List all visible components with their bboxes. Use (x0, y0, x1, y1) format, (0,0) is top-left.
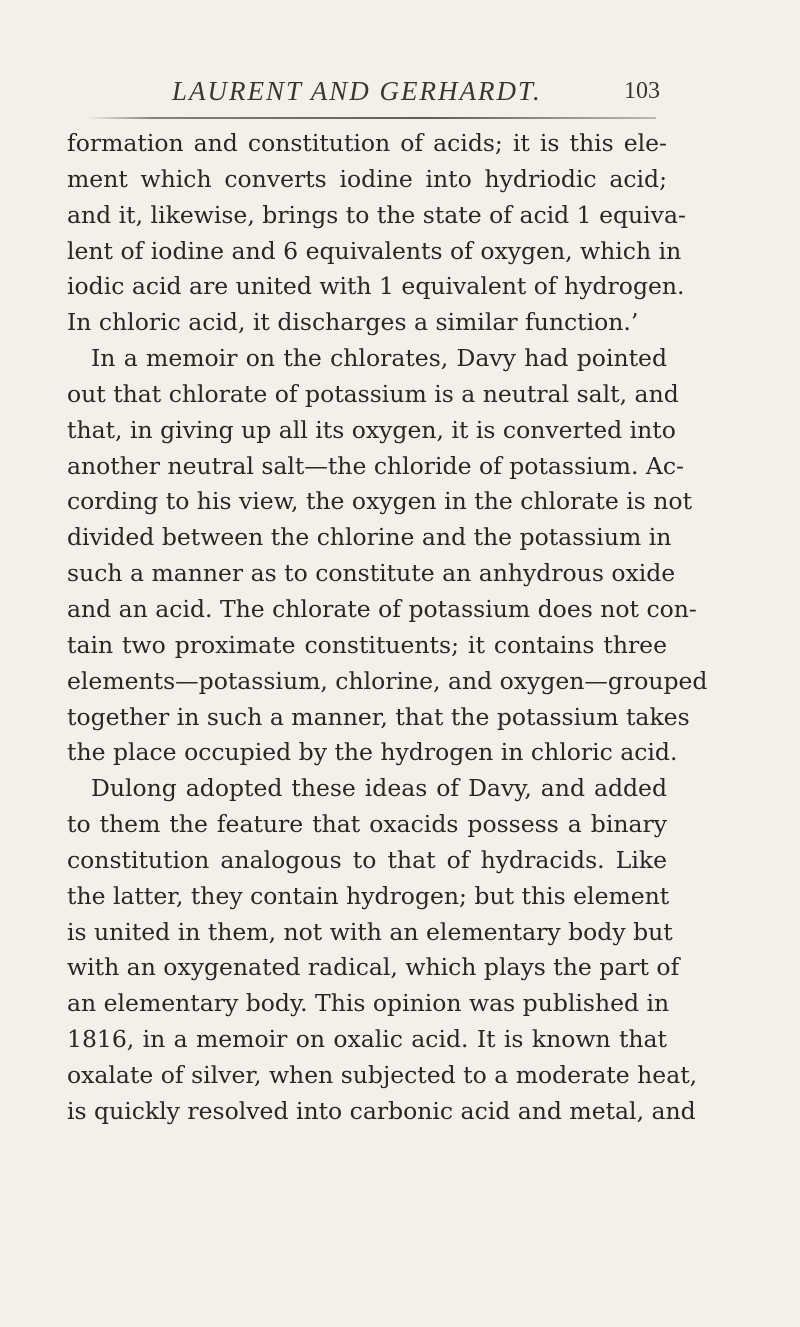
body-text (67, 126, 708, 1130)
text-line: constitution analogous to that of hydracids. Like (67, 845, 667, 874)
text-line: cording to his view, the oxygen in the chlorate is not (67, 487, 693, 516)
text-line: the place occupied by the hydrogen in chloric acid. (67, 738, 678, 767)
text-line: tain two proximate constituents; it contains three (67, 630, 667, 659)
text-line: formation and constitution of acids; it is this ele- (67, 129, 667, 157)
text-line: that, in giving up all its oxygen, it is converted into (67, 415, 676, 444)
text-line: with an oxygenated radical, which plays the part of (67, 953, 680, 982)
text-line: and an acid. The chlorate of potassium does not con- (67, 594, 697, 623)
text-line: such a manner as to constitute an anhydrous oxide (67, 559, 676, 588)
text-line: ment which converts iodine into hydriodic acid; (67, 164, 667, 193)
text-line: 1816, in a memoir on oxalic acid. It is known that (67, 1025, 667, 1054)
text-line: divided between the chlorine and the potassium in (67, 523, 672, 552)
text-line: another neutral salt—the chloride of potassium. Ac- (67, 451, 684, 480)
text-line: an elementary body. This opinion was published in (67, 989, 670, 1018)
page-number: 103 (624, 78, 660, 104)
text-line: elements—potassium, chlorine, and oxygen—grouped (67, 666, 708, 695)
running-head: LAURENT AND GERHARDT. (172, 76, 542, 106)
text-line: iodic acid are united with 1 equivalent of hydrogen. (67, 272, 685, 301)
text-line: oxalate of silver, when subjected to a moderate heat, (67, 1060, 698, 1089)
text-line: the latter, they contain hydrogen; but this element (67, 881, 670, 910)
text-line: is united in them, not with an elementary body but (67, 917, 673, 946)
text-line: In a memoir on the chlorates, Davy had pointed (91, 344, 667, 373)
text-line: to them the feature that oxacids possess a binary (67, 810, 667, 839)
header-rule (86, 117, 656, 119)
text-line: Dulong adopted these ideas of Davy, and added (91, 774, 667, 803)
text-line: lent of iodine and 6 equivalents of oxygen, which in (67, 236, 682, 265)
text-line: out that chlorate of potassium is a neutral salt, and (67, 379, 679, 408)
text-line: together in such a manner, that the potassium takes (67, 702, 690, 731)
text-line: In chloric acid, it discharges a similar function.’ (67, 308, 639, 337)
text-line: and it, likewise, brings to the state of acid 1 equiva- (67, 200, 686, 229)
text-line: is quickly resolved into carbonic acid and metal, and (67, 1096, 696, 1125)
